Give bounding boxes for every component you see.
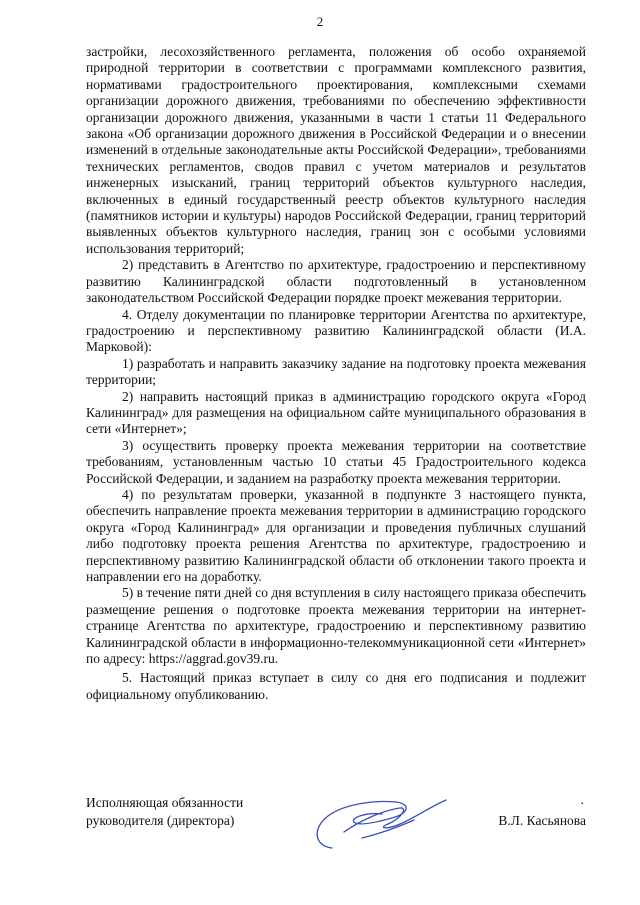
- signature-stroke-loop: [317, 802, 406, 848]
- signature-mark: .: [580, 793, 584, 808]
- paragraph-subitem-2: 2) направить настоящий приказ в администрацию городского округа «Город Калининград» для размещения на официальном сайте муниципального образования в сети «Интернет»;: [86, 388, 586, 437]
- signatory-title-line-1: Исполняющая обязанности: [86, 795, 244, 810]
- paragraph-subitem-5: 5) в течение пяти дней со дня вступления в силу настоящего приказа обеспечить размещение решения о подготовке проекта межевания территории на интернет-странице Агентства по архитектуре, градостроению и перспективному развитию Калининградской области в информационно-телекоммуникационной сети «Интернет» по адресу: https://aggrad.gov39.ru.: [86, 585, 586, 667]
- paragraph-subitem-3: 3) осуществить проверку проекта межевания территории на соответствие требованиям, установленным частью 10 статьи 45 Градостроительного кодекса Российской Федерации, и заданием на разработку проекта межевания территории.: [86, 437, 586, 486]
- signature-block: [86, 794, 586, 854]
- handwritten-signature: [304, 788, 454, 858]
- page-number: 2: [316, 14, 324, 29]
- document-body: [86, 44, 586, 703]
- paragraph-subitem-4: 4) по результатам проверки, указанной в подпункте 3 настоящего пункта, обеспечить направление проекта межевания территории в администрацию городского округа «Город Калининград» для организации и проведения публичных слушаний либо подготовку проекта решения Агентства по архитектуре, градостроению и перспективному развитию Калининградской области об отклонении такого проекта и направлении его на доработку.: [86, 486, 586, 584]
- signatory-title-line-2: руководителя (директора): [86, 813, 235, 828]
- signatory-name: В.Л. Касьянова: [498, 813, 586, 828]
- paragraph-continuation: застройки, лесохозяйственного регламента, положения об особо охраняемой природной территории в соответствии с программами комплексного развития, нормативами градостроительного проектирования, комплексными схемами организации дорожного движения, требованиями по обеспечению эффективности организации дорожного движения, указанными в части 1 статьи 11 Федерального закона «Об организации дорожного движения в Российской Федерации и о внесении изменений в отдельные законодательные акты Российской Федерации», требованиями технических регламентов, сводов правил с учетом материалов и результатов инженерных изысканий, границ территорий объектов культурного наследия, включенных в единый государственный реестр объектов культурного наследия (памятников истории и культуры) народов Российской Федерации, границ территорий выявленных объектов культурного наследия, границ зон с особыми условиями использования территорий;: [86, 44, 586, 256]
- paragraph-item-2: 2) представить в Агентство по архитектуре, градостроению и перспективному развитию Калининградской области подготовленный в установленном законодательством Российской Федерации порядке проект межевания территории.: [86, 257, 586, 306]
- signatory-title: [86, 794, 243, 830]
- paragraph-section-4: 4. Отделу документации по планировке территории Агентства по архитектуре, градостроению и перспективному развитию Калининградской области (И.А. Марковой):: [86, 306, 586, 355]
- paragraph-section-5: 5. Настоящий приказ вступает в силу со дня его подписания и подлежит официальному опубликованию.: [86, 670, 586, 702]
- paragraph-subitem-1: 1) разработать и направить заказчику задание на подготовку проекта межевания территории;: [86, 355, 586, 388]
